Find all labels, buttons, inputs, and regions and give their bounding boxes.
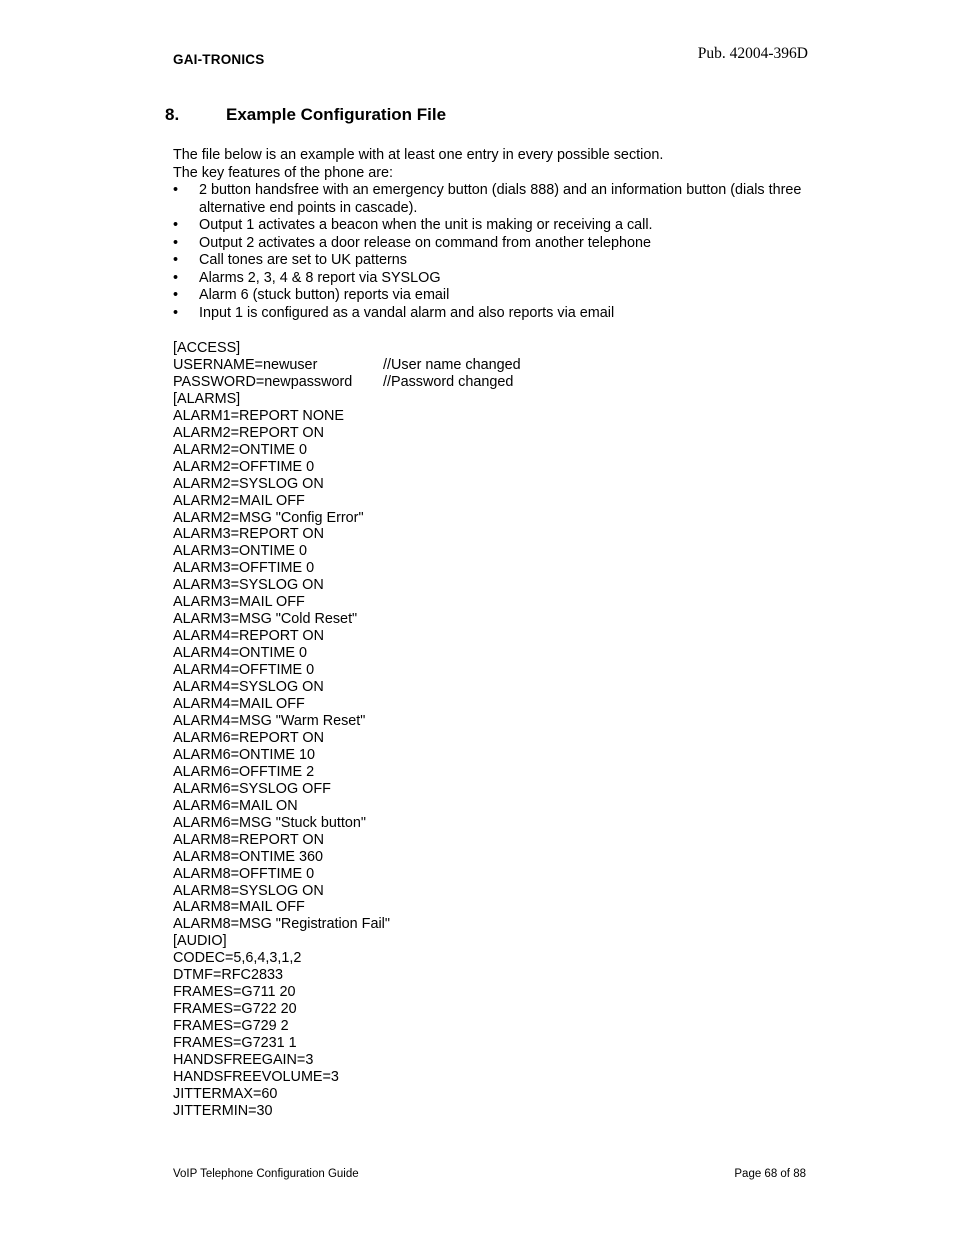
intro-text [173,147,813,322]
config-setting: ALARM1=REPORT NONE [173,407,345,424]
config-setting: ALARM8=OFFTIME 0 [173,865,315,882]
config-setting: [AUDIO] [173,933,227,950]
config-setting: ALARM8=REPORT ON [173,831,325,848]
config-setting: ALARM3=SYSLOG ON [173,577,324,594]
intro-line: The key features of the phone are: [173,164,393,181]
feature-text: Input 1 is configured as a vandal alarm and also reports via email [199,304,615,321]
config-line [173,1018,521,1035]
config-line [173,374,521,391]
config-line [173,950,521,967]
config-line [173,866,521,883]
config-setting: ALARM2=OFFTIME 0 [173,458,315,475]
config-line [173,1052,521,1069]
publication-number: Pub. 42004-396D [697,45,808,62]
config-setting: FRAMES=G729 2 [173,1018,289,1035]
config-line [173,408,521,425]
config-setting: FRAMES=G7231 1 [173,1035,297,1052]
config-setting: [ACCESS] [173,340,241,356]
section-heading [165,105,446,125]
config-line [173,883,521,900]
bullet-icon: • [173,287,179,303]
feature-list-item [173,287,813,305]
config-setting: ALARM8=SYSLOG ON [173,882,324,899]
config-setting: DTMF=RFC2833 [173,967,283,984]
config-line [173,577,521,594]
bullet-icon: • [173,217,179,233]
config-setting: HANDSFREEGAIN=3 [173,1052,314,1069]
config-line [173,781,521,798]
config-line [173,493,521,510]
feature-list-item [173,270,813,288]
config-line [173,798,521,815]
config-line [173,679,521,696]
config-setting: ALARM4=MSG "Warm Reset" [173,712,366,729]
config-setting: FRAMES=G722 20 [173,1001,297,1018]
config-setting: ALARM6=ONTIME 10 [173,746,315,763]
config-line [173,1086,521,1103]
bullet-icon: • [173,252,179,268]
config-setting: ALARM2=REPORT ON [173,424,325,441]
feature-text: Alarms 2, 3, 4 & 8 report via SYSLOG [199,269,441,286]
config-setting: JITTERMIN=30 [173,1102,273,1119]
config-line [173,764,521,781]
config-setting: ALARM3=OFFTIME 0 [173,560,315,577]
config-setting: FRAMES=G711 20 [173,984,296,1001]
config-setting: ALARM4=ONTIME 0 [173,645,307,662]
config-line [173,442,521,459]
config-line [173,340,521,357]
config-setting: HANDSFREEVOLUME=3 [173,1068,339,1085]
config-line [173,899,521,916]
config-setting: ALARM2=MSG "Config Error" [173,509,364,526]
feature-list [173,182,813,322]
config-comment: //User name changed [383,356,521,373]
config-line [173,832,521,849]
config-line [173,1103,521,1120]
config-setting: ALARM6=SYSLOG OFF [173,780,331,797]
config-setting: ALARM6=OFFTIME 2 [173,763,315,780]
config-line [173,425,521,442]
config-setting: ALARM6=REPORT ON [173,729,325,746]
config-setting: ALARM2=MAIL OFF [173,492,305,509]
bullet-icon: • [173,269,179,286]
header-brand: GAI-TRONICS [173,52,265,67]
config-line [173,662,521,679]
config-setting: ALARM8=MSG "Registration Fail" [173,916,390,933]
config-line [173,849,521,866]
feature-text: 2 button handsfree with an emergency button (dials 888) and an information button (dials three alternative end points in cascade). [199,182,802,216]
config-line [173,560,521,577]
config-line [173,391,521,408]
config-line [173,594,521,611]
config-setting: [ALARMS] [173,390,241,407]
config-setting: CODEC=5,6,4,3,1,2 [173,950,302,967]
config-line [173,543,521,560]
config-setting: ALARM3=MSG "Cold Reset" [173,611,358,628]
config-setting: ALARM3=ONTIME 0 [173,543,307,560]
footer-guide-title: VoIP Telephone Configuration Guide [173,1168,359,1180]
config-comment: //Password changed [383,373,514,390]
intro-line: The file below is an example with at least one entry in every possible section. [173,147,664,163]
config-setting: ALARM2=ONTIME 0 [173,441,307,458]
feature-text: Call tones are set to UK patterns [199,252,407,268]
feature-list-item [173,182,813,217]
section-number: 8. [165,105,180,124]
feature-text: Output 2 activates a door release on command from another telephone [199,234,651,251]
config-setting: ALARM4=OFFTIME 0 [173,662,315,679]
feature-list-item [173,252,813,270]
feature-text: Output 1 activates a beacon when the unit is making or receiving a call. [199,217,653,233]
config-line [173,696,521,713]
feature-text: Alarm 6 (stuck button) reports via email [199,287,450,303]
config-line [173,713,521,730]
bullet-icon: • [173,304,179,321]
config-setting: ALARM4=SYSLOG ON [173,679,324,696]
config-setting: ALARM6=MSG "Stuck button" [173,814,366,831]
config-line [173,357,521,374]
config-setting: ALARM3=MAIL OFF [173,594,305,611]
footer-page-number: Page 68 of 88 [734,1168,806,1180]
config-line [173,933,521,950]
config-setting: USERNAME=newuser [173,356,318,373]
config-line [173,628,521,645]
config-line [173,730,521,747]
config-setting: ALARM3=REPORT ON [173,526,325,543]
feature-list-item [173,235,813,253]
config-line [173,967,521,984]
config-setting: ALARM4=MAIL OFF [173,696,305,713]
config-line [173,1035,521,1052]
bullet-icon: • [173,182,179,198]
config-line [173,984,521,1001]
bullet-icon: • [173,234,179,251]
config-line [173,916,521,933]
feature-list-item [173,217,813,235]
config-line [173,747,521,764]
config-listing [173,340,521,1120]
config-setting: ALARM6=MAIL ON [173,797,298,814]
config-line [173,510,521,527]
config-setting: JITTERMAX=60 [173,1085,278,1102]
config-setting: ALARM8=ONTIME 360 [173,848,323,865]
config-line [173,815,521,832]
config-line [173,611,521,628]
config-line [173,1069,521,1086]
config-line [173,526,521,543]
config-setting: ALARM8=MAIL OFF [173,899,305,916]
config-line [173,645,521,662]
config-setting: PASSWORD=newpassword [173,373,353,390]
config-setting: ALARM4=REPORT ON [173,628,325,645]
config-line [173,1001,521,1018]
config-setting: ALARM2=SYSLOG ON [173,475,324,492]
config-line [173,459,521,476]
section-title: Example Configuration File [226,105,447,124]
config-line [173,476,521,493]
feature-list-item [173,305,813,323]
